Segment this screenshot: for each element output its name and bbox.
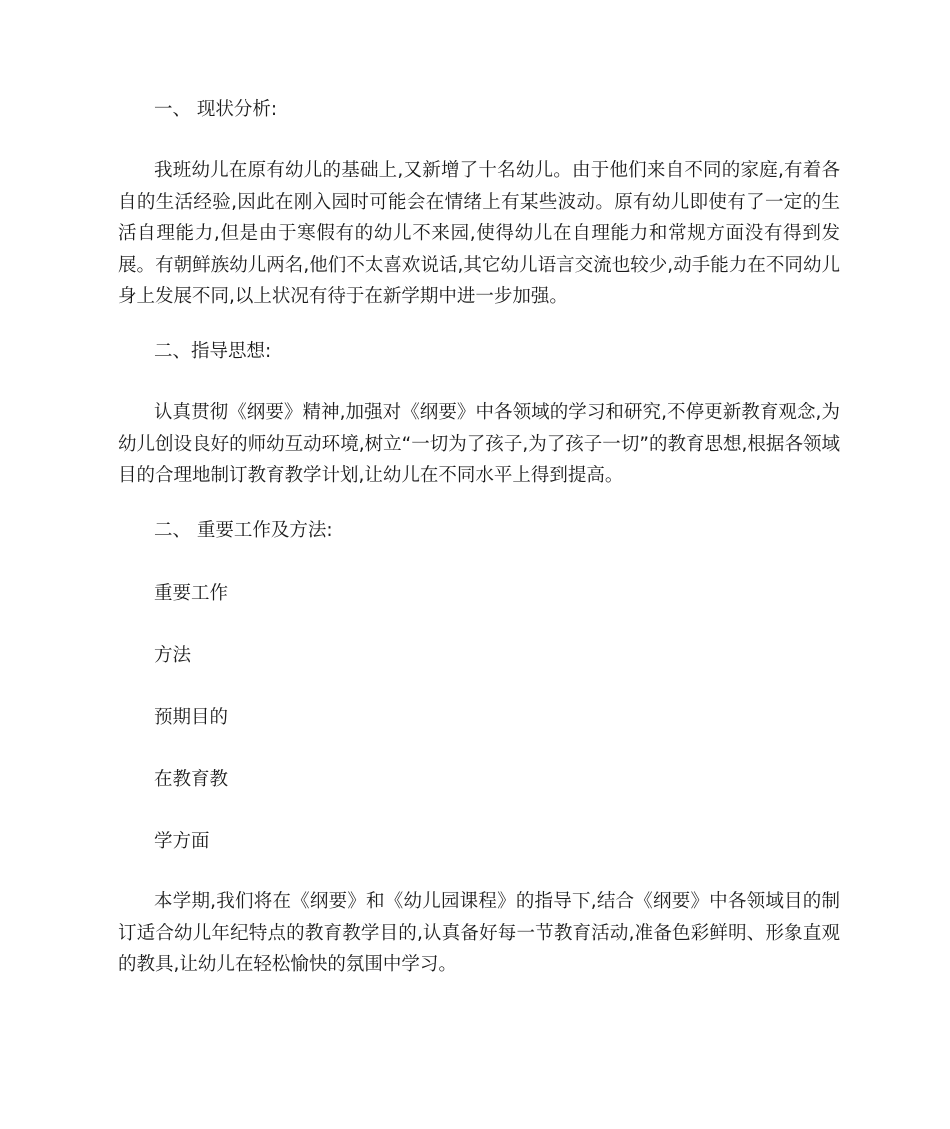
table-label-expected-goal: 预期目的 bbox=[154, 707, 229, 728]
section-heading-status-analysis: 一、 现状分析: bbox=[154, 99, 278, 120]
table-label-main-work: 重要工作 bbox=[154, 583, 229, 604]
table-label-education-teaching: 在教育教 bbox=[154, 769, 229, 790]
section-heading-guiding-ideology: 二、指导思想: bbox=[154, 341, 272, 362]
paragraph-status-analysis: 我班幼儿在原有幼儿的基础上,又新增了十名幼儿。由于他们来自不同的家庭,有着各自的生活经验,因此在刚入园时可能会在情绪上有某些波动。原有幼儿即使有了一定的生活自理能力,但是由于寒假有的幼儿不来园,使得幼儿在自理能力和常规方面没有得到发展。有朝鲜族幼儿两名,他们不太喜欢说话,其它幼儿语言交流也较少,动手能力在不同幼儿身上发展不同,以上状况有待于在新学期中进一步加强。 bbox=[118, 160, 840, 307]
paragraph-guiding-ideology: 认真贯彻《纲要》精神,加强对《纲要》中各领域的学习和研究,不停更新教育观念,为幼儿创设良好的师幼互动环境,树立“一切为了孩子,为了孩子一切”的教育思想,根据各领域目的合理地制订教育教学计划,让幼儿在不同水平上得到提高。 bbox=[118, 402, 840, 486]
table-label-method: 方法 bbox=[154, 645, 192, 666]
section-heading-main-work-methods: 二、 重要工作及方法: bbox=[154, 520, 333, 541]
paragraph-teaching-plan: 本学期,我们将在《纲要》和《幼儿园课程》的指导下,结合《纲要》中各领域目的制订适合幼儿年纪特点的教育教学目的,认真备好每一节教育活动,准备色彩鲜明、形象直观的教具,让幼儿在轻松愉快的氛围中学习。 bbox=[118, 891, 840, 975]
table-label-aspect: 学方面 bbox=[154, 831, 210, 852]
